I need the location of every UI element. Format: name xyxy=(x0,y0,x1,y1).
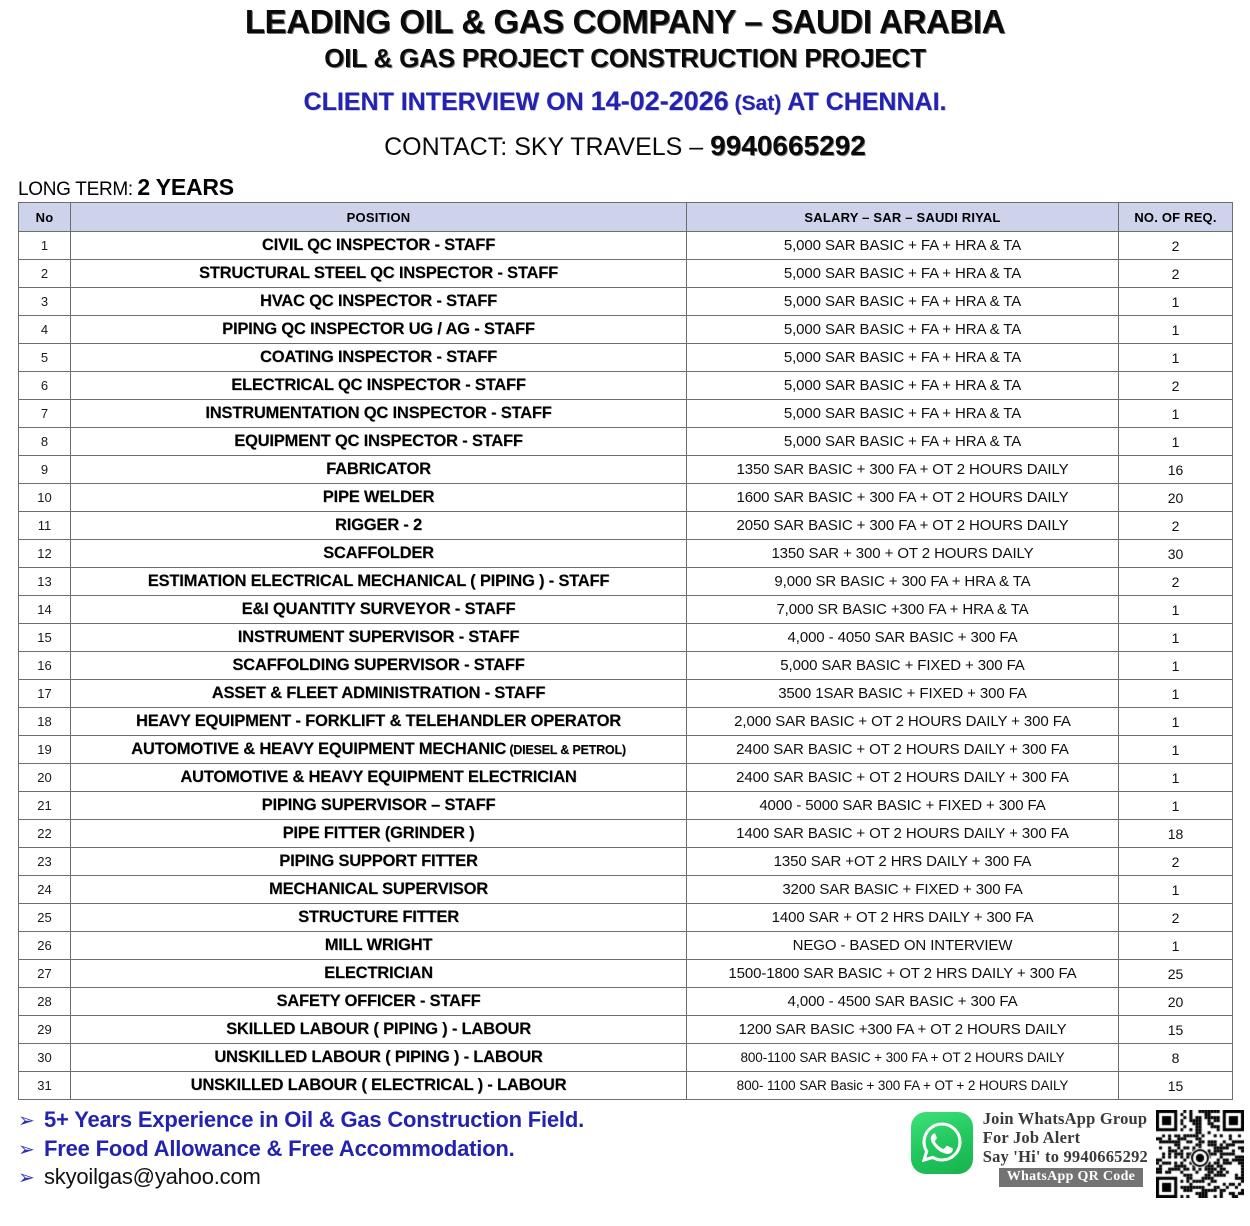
contact-prefix-text: CONTACT: SKY TRAVELS – xyxy=(384,132,711,161)
row-position: UNSKILLED LABOUR ( ELECTRICAL ) - LABOUR xyxy=(71,1072,687,1100)
row-number: 31 xyxy=(19,1072,71,1100)
row-salary: 5,000 SAR BASIC + FA + HRA & TA xyxy=(687,400,1119,428)
vacancy-table-container xyxy=(18,202,1232,1100)
row-number: 13 xyxy=(19,568,71,596)
interview-announcement xyxy=(0,85,1250,117)
table-row xyxy=(19,624,1233,652)
column-header-no-of-req: NO. OF REQ. xyxy=(1119,203,1233,232)
row-number: 23 xyxy=(19,848,71,876)
row-salary: 5,000 SAR BASIC + FA + HRA & TA xyxy=(687,232,1119,260)
row-number: 16 xyxy=(19,652,71,680)
row-number: 8 xyxy=(19,428,71,456)
row-position-qualifier: (DIESEL & PETROL) xyxy=(506,743,626,758)
row-position: HVAC QC INSPECTOR - STAFF xyxy=(71,288,687,316)
row-salary: 800-1100 SAR BASIC + 300 FA + OT 2 HOURS DAILY xyxy=(687,1044,1119,1072)
row-position: PIPING SUPERVISOR – STAFF xyxy=(71,792,687,820)
row-salary: 800- 1100 SAR Basic + 300 FA + OT + 2 HOURS DAILY xyxy=(687,1072,1119,1100)
row-position xyxy=(71,736,687,764)
advertisement-header xyxy=(0,0,1250,162)
row-requirement-count: 25 xyxy=(1119,960,1233,988)
row-requirement-count: 1 xyxy=(1119,596,1233,624)
row-position: SCAFFOLDER xyxy=(71,540,687,568)
row-salary: 5,000 SAR BASIC + FA + HRA & TA xyxy=(687,344,1119,372)
row-position: SCAFFOLDING SUPERVISOR - STAFF xyxy=(71,652,687,680)
row-number: 6 xyxy=(19,372,71,400)
advertisement-footer xyxy=(0,1104,1250,1204)
table-row xyxy=(19,596,1233,624)
row-number: 15 xyxy=(19,624,71,652)
row-number: 28 xyxy=(19,988,71,1016)
contract-duration xyxy=(18,176,1250,199)
whatsapp-qr-label: WhatsApp QR Code xyxy=(999,1168,1144,1187)
row-position: ASSET & FLEET ADMINISTRATION - STAFF xyxy=(71,680,687,708)
row-salary: 5,000 SAR BASIC + FIXED + 300 FA xyxy=(687,652,1119,680)
row-position: MILL WRIGHT xyxy=(71,932,687,960)
whatsapp-line-3: Say 'Hi' to 9940665292 xyxy=(982,1146,1148,1166)
project-subtitle: OIL & GAS PROJECT CONSTRUCTION PROJECT xyxy=(324,42,926,73)
benefit-text: Free Food Allowance & Free Accommodation. xyxy=(44,1135,515,1161)
table-row xyxy=(19,792,1233,820)
row-requirement-count: 15 xyxy=(1119,1016,1233,1044)
column-header-position: POSITION xyxy=(71,203,687,232)
row-number: 14 xyxy=(19,596,71,624)
row-salary: 2400 SAR BASIC + OT 2 HOURS DAILY + 300 FA xyxy=(687,736,1119,764)
row-position: PIPING QC INSPECTOR UG / AG - STAFF xyxy=(71,316,687,344)
table-header-row xyxy=(19,203,1233,232)
row-position: HEAVY EQUIPMENT - FORKLIFT & TELEHANDLER OPERATOR xyxy=(71,708,687,736)
row-requirement-count: 8 xyxy=(1119,1044,1233,1072)
row-number: 5 xyxy=(19,344,71,372)
row-salary: 4,000 - 4050 SAR BASIC + 300 FA xyxy=(687,624,1119,652)
row-position: INSTRUMENT SUPERVISOR - STAFF xyxy=(71,624,687,652)
column-header-no: No xyxy=(19,203,71,232)
vacancy-table xyxy=(18,202,1233,1100)
whatsapp-icon xyxy=(911,1112,973,1174)
row-number: 3 xyxy=(19,288,71,316)
row-salary: 3500 1SAR BASIC + FIXED + 300 FA xyxy=(687,680,1119,708)
whatsapp-line-1: Join WhatsApp Group xyxy=(982,1109,1148,1129)
table-row xyxy=(19,568,1233,596)
table-row xyxy=(19,736,1233,764)
row-salary: 1200 SAR BASIC +300 FA + OT 2 HOURS DAILY xyxy=(687,1016,1119,1044)
arrow-bullet-icon: ➢ xyxy=(18,1110,35,1133)
table-row xyxy=(19,820,1233,848)
row-requirement-count: 2 xyxy=(1119,372,1233,400)
table-row xyxy=(19,400,1233,428)
row-number: 12 xyxy=(19,540,71,568)
row-requirement-count: 1 xyxy=(1119,344,1233,372)
interview-day: (Sat) xyxy=(728,92,782,116)
row-salary: 1350 SAR + 300 + OT 2 HOURS DAILY xyxy=(687,540,1119,568)
row-salary: 2400 SAR BASIC + OT 2 HOURS DAILY + 300 FA xyxy=(687,764,1119,792)
table-row xyxy=(19,1016,1233,1044)
row-requirement-count: 2 xyxy=(1119,848,1233,876)
table-row xyxy=(19,876,1233,904)
table-row xyxy=(19,1072,1233,1100)
table-row xyxy=(19,456,1233,484)
table-row xyxy=(19,288,1233,316)
row-position: STRUCTURAL STEEL QC INSPECTOR - STAFF xyxy=(71,260,687,288)
row-requirement-count: 20 xyxy=(1119,988,1233,1016)
row-position: STRUCTURE FITTER xyxy=(71,904,687,932)
row-number: 24 xyxy=(19,876,71,904)
interview-location-text: AT CHENNAI. xyxy=(781,88,947,117)
row-number: 18 xyxy=(19,708,71,736)
row-salary: 5,000 SAR BASIC + FA + HRA & TA xyxy=(687,428,1119,456)
row-position: PIPE FITTER (GRINDER ) xyxy=(71,820,687,848)
row-number: 10 xyxy=(19,484,71,512)
row-position: ELECTRICAL QC INSPECTOR - STAFF xyxy=(71,372,687,400)
row-position: PIPING SUPPORT FITTER xyxy=(71,848,687,876)
table-row xyxy=(19,344,1233,372)
table-row xyxy=(19,540,1233,568)
row-salary: 5,000 SAR BASIC + FA + HRA & TA xyxy=(687,372,1119,400)
row-salary: 1400 SAR BASIC + OT 2 HOURS DAILY + 300 FA xyxy=(687,820,1119,848)
table-row xyxy=(19,484,1233,512)
row-number: 22 xyxy=(19,820,71,848)
row-number: 9 xyxy=(19,456,71,484)
row-position: SAFETY OFFICER - STAFF xyxy=(71,988,687,1016)
row-salary: 1350 SAR +OT 2 HRS DAILY + 300 FA xyxy=(687,848,1119,876)
row-requirement-count: 1 xyxy=(1119,736,1233,764)
row-requirement-count: 18 xyxy=(1119,820,1233,848)
row-position: RIGGER - 2 xyxy=(71,512,687,540)
table-row xyxy=(19,708,1233,736)
row-requirement-count: 1 xyxy=(1119,932,1233,960)
row-salary: 1600 SAR BASIC + 300 FA + OT 2 HOURS DAILY xyxy=(687,484,1119,512)
table-row xyxy=(19,652,1233,680)
table-row xyxy=(19,428,1233,456)
row-requirement-count: 15 xyxy=(1119,1072,1233,1100)
table-row xyxy=(19,232,1233,260)
row-requirement-count: 20 xyxy=(1119,484,1233,512)
row-salary: 1350 SAR BASIC + 300 FA + OT 2 HOURS DAILY xyxy=(687,456,1119,484)
row-requirement-count: 1 xyxy=(1119,792,1233,820)
interview-date: 14-02-2026 xyxy=(590,86,729,117)
row-position: UNSKILLED LABOUR ( PIPING ) - LABOUR xyxy=(71,1044,687,1072)
row-requirement-count: 2 xyxy=(1119,232,1233,260)
row-salary: 3200 SAR BASIC + FIXED + 300 FA xyxy=(687,876,1119,904)
row-requirement-count: 2 xyxy=(1119,904,1233,932)
row-position: INSTRUMENTATION QC INSPECTOR - STAFF xyxy=(71,400,687,428)
whatsapp-line-2: For Job Alert xyxy=(982,1127,1081,1147)
row-position: E&I QUANTITY SURVEYOR - STAFF xyxy=(71,596,687,624)
row-salary: 7,000 SR BASIC +300 FA + HRA & TA xyxy=(687,596,1119,624)
row-requirement-count: 1 xyxy=(1119,316,1233,344)
contract-duration-value: 2 YEARS xyxy=(137,174,234,201)
row-number: 20 xyxy=(19,764,71,792)
benefit-text: 5+ Years Experience in Oil & Gas Construction Field. xyxy=(44,1107,584,1133)
row-salary: 1500-1800 SAR BASIC + OT 2 HRS DAILY + 300 FA xyxy=(687,960,1119,988)
row-number: 30 xyxy=(19,1044,71,1072)
row-requirement-count: 1 xyxy=(1119,400,1233,428)
row-number: 26 xyxy=(19,932,71,960)
row-position: COATING INSPECTOR - STAFF xyxy=(71,344,687,372)
row-requirement-count: 2 xyxy=(1119,568,1233,596)
row-salary: 4,000 - 4500 SAR BASIC + 300 FA xyxy=(687,988,1119,1016)
row-requirement-count: 2 xyxy=(1119,512,1233,540)
table-row xyxy=(19,904,1233,932)
row-position: AUTOMOTIVE & HEAVY EQUIPMENT ELECTRICIAN xyxy=(71,764,687,792)
whatsapp-text-group xyxy=(973,1110,1148,1187)
contact-phone-number: 9940665292 xyxy=(710,129,866,161)
table-row xyxy=(19,316,1233,344)
row-position: ESTIMATION ELECTRICAL MECHANICAL ( PIPING ) - STAFF xyxy=(71,568,687,596)
table-row xyxy=(19,512,1233,540)
table-row xyxy=(19,260,1233,288)
contact-email-address[interactable]: skyoilgas@yahoo.com xyxy=(44,1164,261,1190)
row-salary: 5,000 SAR BASIC + FA + HRA & TA xyxy=(687,260,1119,288)
contact-line xyxy=(0,129,1250,163)
row-salary: 5,000 SAR BASIC + FA + HRA & TA xyxy=(687,316,1119,344)
row-salary: 4000 - 5000 SAR BASIC + FIXED + 300 FA xyxy=(687,792,1119,820)
row-salary: NEGO - BASED ON INTERVIEW xyxy=(687,932,1119,960)
table-row xyxy=(19,1044,1233,1072)
row-number: 17 xyxy=(19,680,71,708)
table-row xyxy=(19,680,1233,708)
row-number: 7 xyxy=(19,400,71,428)
table-row xyxy=(19,764,1233,792)
qr-code-image xyxy=(1156,1110,1244,1198)
arrow-bullet-icon: ➢ xyxy=(18,1138,35,1161)
row-salary: 9,000 SR BASIC + 300 FA + HRA & TA xyxy=(687,568,1119,596)
row-requirement-count: 1 xyxy=(1119,652,1233,680)
row-number: 19 xyxy=(19,736,71,764)
interview-prefix-text: CLIENT INTERVIEW ON xyxy=(303,88,591,117)
row-salary: 2,000 SAR BASIC + OT 2 HOURS DAILY + 300 FA xyxy=(687,708,1119,736)
whatsapp-text-lines xyxy=(983,1110,1148,1166)
column-header-salary: SALARY – SAR – SAUDI RIYAL xyxy=(687,203,1119,232)
row-position: MECHANICAL SUPERVISOR xyxy=(71,876,687,904)
row-salary: 1400 SAR + OT 2 HRS DAILY + 300 FA xyxy=(687,904,1119,932)
row-position: CIVIL QC INSPECTOR - STAFF xyxy=(71,232,687,260)
row-requirement-count: 1 xyxy=(1119,876,1233,904)
table-row xyxy=(19,960,1233,988)
row-requirement-count: 1 xyxy=(1119,764,1233,792)
row-number: 2 xyxy=(19,260,71,288)
vacancy-table-body xyxy=(19,232,1233,1100)
table-row xyxy=(19,988,1233,1016)
row-number: 25 xyxy=(19,904,71,932)
table-row xyxy=(19,932,1233,960)
row-requirement-count: 30 xyxy=(1119,540,1233,568)
vacancy-table-head xyxy=(19,203,1233,232)
row-requirement-count: 1 xyxy=(1119,680,1233,708)
row-position: EQUIPMENT QC INSPECTOR - STAFF xyxy=(71,428,687,456)
row-salary: 2050 SAR BASIC + 300 FA + OT 2 HOURS DAILY xyxy=(687,512,1119,540)
row-requirement-count: 1 xyxy=(1119,708,1233,736)
row-number: 21 xyxy=(19,792,71,820)
row-requirement-count: 1 xyxy=(1119,624,1233,652)
row-requirement-count: 2 xyxy=(1119,260,1233,288)
row-number: 29 xyxy=(19,1016,71,1044)
table-row xyxy=(19,848,1233,876)
contract-duration-label: LONG TERM: xyxy=(18,179,133,201)
row-number: 11 xyxy=(19,512,71,540)
row-number: 27 xyxy=(19,960,71,988)
row-position-main: AUTOMOTIVE & HEAVY EQUIPMENT MECHANIC xyxy=(131,740,507,759)
company-title: LEADING OIL & GAS COMPANY – SAUDI ARABIA xyxy=(244,3,1006,40)
row-position: FABRICATOR xyxy=(71,456,687,484)
arrow-bullet-icon: ➢ xyxy=(18,1167,35,1190)
row-position: ELECTRICIAN xyxy=(71,960,687,988)
row-requirement-count: 1 xyxy=(1119,428,1233,456)
row-salary: 5,000 SAR BASIC + FA + HRA & TA xyxy=(687,288,1119,316)
row-position: PIPE WELDER xyxy=(71,484,687,512)
row-requirement-count: 1 xyxy=(1119,288,1233,316)
row-requirement-count: 16 xyxy=(1119,456,1233,484)
row-number: 4 xyxy=(19,316,71,344)
row-position: SKILLED LABOUR ( PIPING ) - LABOUR xyxy=(71,1016,687,1044)
table-row xyxy=(19,372,1233,400)
row-number: 1 xyxy=(19,232,71,260)
whatsapp-promo-block xyxy=(911,1110,1244,1198)
